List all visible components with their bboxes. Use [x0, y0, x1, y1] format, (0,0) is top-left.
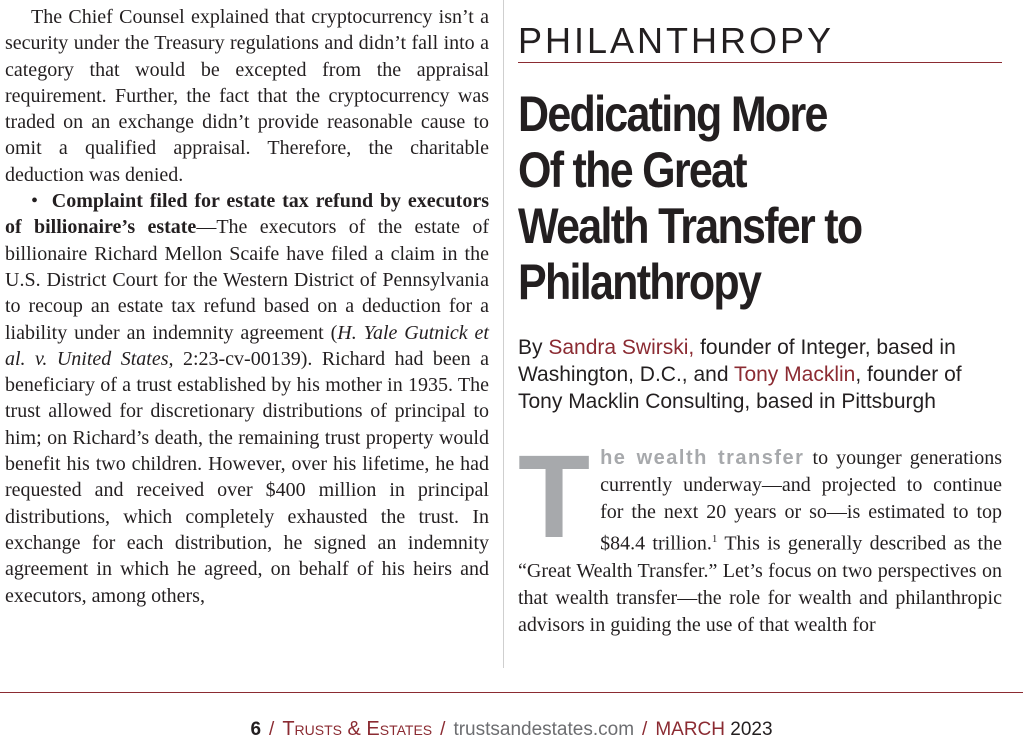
left-column: [5, 4, 489, 609]
article-headline: [518, 86, 1000, 310]
byline-by: By: [518, 336, 549, 359]
byline: [518, 334, 1002, 415]
drop-cap: T: [518, 431, 591, 563]
lead-in: he wealth transfer: [600, 447, 805, 469]
section-label: PHILANTHROPY: [518, 20, 835, 61]
issue-year: 2023: [730, 719, 773, 740]
byline-mid: founder of Integer, based in Washington, D.C., and: [518, 336, 956, 386]
article-body: [518, 431, 1002, 639]
bullet-text-part2: 2:23-cv-00139). Richard had been a beneficiary of a trust established by his mother in 1935. The trust allowed for discretionary distributions of principal to him; on Richard’s death, the remaining trust property would benefit his two children. However, over his lifetime, he had requested and received over $400 million in principal distributions, which completely exhausted the trust. In exchange for each distribution, he signed an indemnity agreement in which he agreed, on behalf of his heirs and executors, among others,: [5, 347, 490, 607]
column-divider: [503, 0, 504, 668]
footer-rule: [0, 692, 1023, 693]
footnote-ref[interactable]: 1: [711, 533, 718, 545]
page-number: 6: [250, 719, 262, 740]
paragraph-scaife-estate: [5, 188, 489, 609]
section-rule: [518, 62, 1002, 63]
page-footer: [0, 718, 1023, 741]
headline-line: Dedicating More: [518, 86, 827, 142]
bullet-heading: Complaint filed for estate tax refund by executors of billionaire’s estate: [5, 190, 489, 239]
right-column: [518, 0, 1002, 639]
body-text-part2: This is generally described as the “Great Wealth Transfer.” Let’s focus on two perspectives on that wealth transfer—the role for wealth and philanthropic advisors in guiding the use of that wealth for: [518, 532, 1002, 636]
author-tony-macklin: Tony Macklin: [733, 363, 856, 386]
magazine-name: Trusts & Estates: [282, 718, 433, 740]
headline-line: Of the Great: [518, 142, 746, 198]
case-citation: H. Yale Gutnick et al. v. United States,: [5, 321, 489, 370]
body-text-part1: to younger generations currently underway—and projected to continue for the next 20 years or so—is estimated to top $84.4 trillion.: [600, 447, 1002, 555]
bullet-icon: •: [31, 190, 39, 213]
footer-separator: /: [269, 719, 275, 740]
headline-line: Wealth Transfer to: [518, 198, 862, 254]
bullet-text-part1: —The executors of the estate of billionaire Richard Mellon Scaife have filed a claim in the U.S. District Court for the Western District of Pennsylvania to recoup an estate tax refund based on a deduction for a liability under an indemnity agreement (: [5, 216, 489, 344]
website-url[interactable]: trustsandestates.com: [453, 719, 635, 740]
author-sandra-swirski: Sandra Swirski,: [548, 336, 695, 359]
headline-line: Philanthropy: [518, 254, 761, 310]
byline-end: , founder of Tony Macklin Consulting, based in Pittsburgh: [518, 363, 962, 413]
footer-separator: /: [440, 719, 446, 740]
paragraph-chief-counsel: The Chief Counsel explained that cryptocurrency isn’t a security under the Treasury regulations and didn’t fall into a category that would be excepted from the appraisal requirement. Further, the fact that the cryptocurrency was traded on an exchange didn’t provide reasonable cause to omit a qualified appraisal. Therefore, the charitable deduction was denied.: [5, 6, 489, 186]
footer-separator: /: [642, 719, 648, 740]
issue-month: MARCH: [655, 719, 725, 740]
